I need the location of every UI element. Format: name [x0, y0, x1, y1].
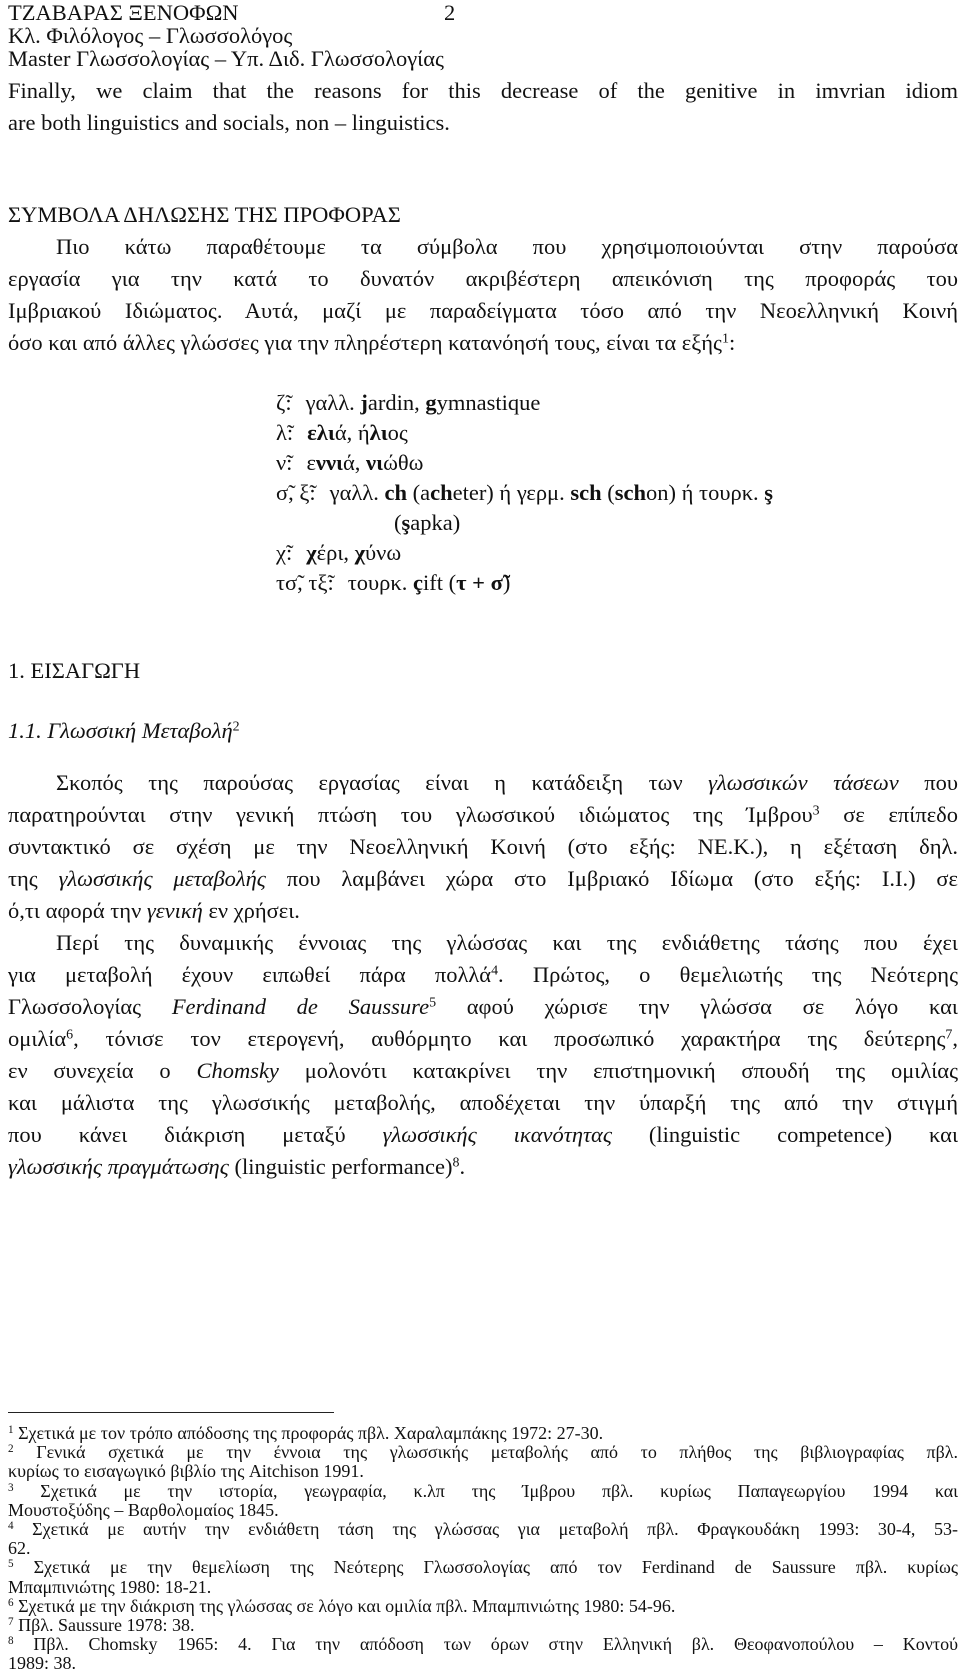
- symbol-example: on) ή τουρκ.: [646, 480, 765, 505]
- body-italic: γλωσσικής πραγμάτωσης: [8, 1154, 229, 1179]
- symbol-example: ά,: [342, 450, 367, 475]
- body-line: [8, 868, 958, 891]
- footnote-text: Σχετικά με αυτήν την ενδιάθετη τάση της γλώσσας για μεταβολή πβλ. Φραγκουδάκη 1993: 30-4, 53-: [13, 1519, 958, 1539]
- symbol-example: ardin,: [367, 390, 426, 415]
- symbol-example-bold: sch: [570, 480, 602, 505]
- symbol-row: [276, 542, 401, 565]
- symbol-glyph: σ̃, ξ̃:: [276, 480, 316, 505]
- symbol-example-bold: g: [425, 390, 437, 415]
- symbol-example-bold: ch: [384, 480, 407, 505]
- footnote-ref-8: 8: [452, 1155, 460, 1171]
- symbol-example-bold: ş: [764, 480, 774, 505]
- body-text: για μεταβολή έχουν ειπωθεί πάρα πολλά: [8, 962, 492, 987]
- body-italic: γλωσσικής ικανότητας: [382, 1122, 612, 1147]
- body-text: . Πρώτος, ο θεμελιωτής της Νεότερης: [498, 962, 958, 987]
- symbol-example: γαλλ.: [305, 390, 361, 415]
- footnote-2: [8, 1443, 958, 1461]
- body-text: ,: [952, 1026, 958, 1051]
- symbol-example: eter) ή γερμ.: [452, 480, 571, 505]
- symbols-para-line-1: Πιο κάτω παραθέτουμε τα σύμβολα που χρησιμοποιούνται στην παρούσα: [56, 234, 958, 259]
- body-italic: Ferdinand de Saussure: [171, 994, 430, 1019]
- body-text: μολονότι κατακρίνει την επιστημονική σπουδή της ομιλίας: [278, 1058, 958, 1083]
- body-italic: γλωσσικών τάσεων: [708, 770, 899, 795]
- footnote-8-cont: 1989: 38.: [8, 1653, 77, 1674]
- body-text: .: [459, 1154, 466, 1179]
- footnote-text: Πβλ. Saussure 1978: 38.: [13, 1615, 195, 1635]
- footnote-7: [8, 1616, 194, 1634]
- body-text: αφού χώρισε την γλώσσα σε λόγο και: [436, 994, 958, 1019]
- page-number: 2: [444, 0, 456, 25]
- footnote-text: Σχετικά με τον τρόπο απόδοσης της προφοράς πβλ. Χαραλαμπάκης 1972: 27-30.: [13, 1423, 604, 1443]
- symbol-example: (: [601, 480, 615, 505]
- body-text: ομιλία: [8, 1026, 67, 1051]
- symbols-para-line-2: εργασία για την κατά το δυνατόν ακριβέστερη απεικόνιση της προφοράς του: [8, 266, 958, 291]
- footnote-number: 7: [8, 1615, 14, 1628]
- body-line: Περί της δυναμικής έννοιας της γλώσσας και της ενδιάθετης τάσης που έχει: [56, 930, 958, 955]
- footnote-2-cont: κυρίως το εισαγωγικό βιβλίο της Aitchison 1991.: [8, 1461, 364, 1482]
- body-text: εν χρήσει.: [202, 898, 300, 923]
- body-text: παρατηρούνται στην γενική πτώση του γλωσσικού ιδιώματος της Ίμβρου: [8, 802, 813, 827]
- symbol-example: ift (: [423, 570, 457, 595]
- symbol-example: γαλλ.: [329, 480, 385, 505]
- body-line: [8, 1028, 958, 1051]
- symbol-example-bold: ννι: [315, 450, 343, 475]
- body-text: σε επίπεδο: [819, 802, 958, 827]
- body-line: συντακτικό σε σχέση με την Νεοελληνική Κοινή (στο εξής: ΝΕ.Κ.), η εξέταση δηλ.: [8, 834, 958, 859]
- body-text: της: [8, 866, 59, 891]
- footnote-number: 8: [8, 1635, 14, 1648]
- footnote-5: [8, 1558, 958, 1576]
- body-line: [56, 772, 958, 795]
- footnote-4-cont: 62.: [8, 1538, 31, 1559]
- section-heading: 1. ΕΙΣΑΓΩΓΗ: [8, 658, 141, 683]
- footnote-text: Γενικά σχετικά με την έννοια της γλωσσικής μεταβολής από το πλήθος της βιβλιογραφίας πβλ.: [13, 1442, 958, 1463]
- body-text: που κάνει διάκριση μεταξύ: [8, 1122, 383, 1147]
- footnote-text: Σχετικά με την ιστορία, γεωγραφία, κ.λπ της Ίμβρου πβλ. κυρίως Παπαγεωργίου 1994 και: [13, 1480, 958, 1501]
- symbol-example: apka): [410, 510, 461, 535]
- symbol-example: ώθω: [383, 450, 424, 475]
- symbol-glyph: χ̃:: [276, 540, 293, 565]
- footnote-number: 6: [8, 1596, 14, 1609]
- body-text: που λαμβάνει χώρα στο Ιμβριακό Ιδίωμα (στο εξής: Ι.Ι.) σε: [265, 866, 959, 891]
- footnote-ref-2: 2: [232, 719, 240, 735]
- symbol-row: [276, 482, 773, 505]
- body-line: [8, 1060, 958, 1083]
- body-line: [8, 804, 958, 827]
- body-line: [8, 1156, 465, 1179]
- footnote-separator: [8, 1412, 334, 1413]
- footnote-3: [8, 1482, 958, 1500]
- symbol-example: ύνω: [365, 540, 402, 565]
- body-line: και μάλιστα της γλωσσικής μεταβολής, αποδέχεται την ύπαρξή της από την στιγμή: [8, 1090, 958, 1115]
- footnote-ref-5: 5: [429, 995, 437, 1011]
- symbol-example-bold: χ: [354, 540, 366, 565]
- symbols-para-line-4: [8, 332, 735, 355]
- subsection-heading-text: 1.1. Γλωσσική Μεταβολή: [8, 718, 233, 743]
- body-text: ό,τι αφορά την: [8, 898, 147, 923]
- body-text: , τόνισε τον ετερογενή, αυθόρμητο και προσωπικό χαρακτήρα της δεύτερης: [73, 1026, 946, 1051]
- footnote-text: Σχετικά με την θεμελίωση της Νεότερης Γλωσσολογίας από τον Ferdinand de Saussure πβλ. κυρίως: [13, 1557, 958, 1578]
- footnote-text: Σχετικά με την διάκριση της γλώσσας σε λόγο και ομιλία πβλ. Μπαμπινιώτης 1980: 54-96.: [13, 1595, 676, 1616]
- footnote-number: 5: [8, 1558, 14, 1571]
- symbol-example-bold: ş: [401, 510, 411, 535]
- symbol-example-bold: ch: [430, 480, 453, 505]
- footnote-text: Πβλ. Chomsky 1965: 4. Για την απόδοση των όρων στην Ελληνική βλ. Θεοφανοπούλου – Κοντού: [13, 1634, 958, 1655]
- body-italic: γενική: [146, 898, 203, 923]
- symbols-para-line-4-end: :: [728, 330, 736, 355]
- symbol-example: ά, ή: [334, 420, 370, 445]
- subsection-heading: [8, 720, 240, 743]
- symbol-example: ymnastique: [436, 390, 541, 415]
- body-text: (linguistic competence) και: [611, 1122, 958, 1147]
- symbol-example-bold: λι: [369, 420, 388, 445]
- symbol-example: (: [394, 510, 402, 535]
- body-italic: γλωσσικής μεταβολής: [58, 866, 266, 891]
- body-text: (linguistic performance): [228, 1154, 453, 1179]
- body-text: Γλωσσολογίας: [8, 994, 172, 1019]
- footnote-ref-3: 3: [812, 803, 820, 819]
- body-text: που: [898, 770, 958, 795]
- body-text: Σκοπός της παρούσας εργασίας είναι η κατάδειξη των: [56, 770, 709, 795]
- footnote-number: 1: [8, 1423, 14, 1436]
- symbol-example: ): [502, 570, 511, 595]
- footnote-ref-7: 7: [945, 1027, 953, 1043]
- body-italic: Chomsky: [196, 1058, 279, 1083]
- symbol-example-bold: χ: [306, 540, 317, 565]
- header-line-2: Κλ. Φιλόλογος – Γλωσσολόγος: [8, 23, 293, 48]
- symbol-glyph: τσ̃, τξ̃:: [276, 570, 334, 595]
- symbol-example-bold: j: [360, 390, 368, 415]
- header-line-3: Master Γλωσσολογίας – Υπ. Διδ. Γλωσσολογίας: [8, 46, 444, 71]
- symbol-example-bold: τ + σ̃: [456, 570, 503, 595]
- symbols-para-line-3: Ιμβριακού Ιδιώματος. Αυτά, μαζί με παραδείγματα τόσο από την Νεοελληνική Κοινή: [8, 298, 958, 323]
- symbol-example: τουρκ.: [347, 570, 413, 595]
- footnote-number: 4: [8, 1519, 14, 1532]
- symbol-row: [276, 392, 540, 415]
- footnote-ref-1: 1: [721, 331, 729, 347]
- symbol-row-continuation: [394, 512, 460, 535]
- symbol-example: έρι,: [316, 540, 355, 565]
- symbol-glyph: λ̃:: [276, 420, 294, 445]
- symbol-row: [276, 452, 423, 475]
- footnote-ref-4: 4: [491, 963, 499, 979]
- symbol-example-bold: sch: [614, 480, 647, 505]
- symbol-example: ε: [306, 450, 316, 475]
- body-line: [8, 964, 958, 987]
- symbol-glyph: ζ̃:: [276, 390, 292, 415]
- body-line: [8, 1124, 958, 1147]
- header-author: ΤΖΑΒΑΡΑΣ ΞΕΝΟΦΩΝ: [8, 0, 239, 25]
- footnote-6: [8, 1597, 675, 1615]
- footnote-number: 3: [8, 1481, 14, 1494]
- symbol-example-bold: νι: [366, 450, 384, 475]
- symbol-example: ος: [387, 420, 408, 445]
- body-line: [8, 900, 300, 923]
- symbol-row: [276, 422, 408, 445]
- symbol-row: [276, 572, 510, 595]
- symbols-section-title: ΣΥΜΒΟΛΑ ΔΗΛΩΣΗΣ ΤΗΣ ΠΡΟΦΟΡΑΣ: [8, 202, 401, 227]
- abstract-line-2: are both linguistics and socials, non – linguistics.: [8, 110, 450, 135]
- symbol-glyph: ν̃:: [276, 450, 293, 475]
- footnote-3-cont: Μουστοξύδης – Βαρθολομαίος 1845.: [8, 1499, 279, 1520]
- body-text: εν συνεχεία ο: [8, 1058, 197, 1083]
- footnote-number: 2: [8, 1443, 14, 1456]
- footnote-4: [8, 1520, 958, 1538]
- footnote-8: [8, 1635, 958, 1653]
- abstract-line-1: Finally, we claim that the reasons for this decrease of the genitive in imvrian idiom: [8, 78, 958, 103]
- footnote-ref-6: 6: [66, 1027, 74, 1043]
- body-line: [8, 996, 958, 1019]
- symbols-para-line-4-text: όσο και από άλλες γλώσσες για την πληρέστερη κατανόησή τους, είναι τα εξής: [8, 330, 722, 355]
- symbol-example-bold: ελι: [307, 420, 335, 445]
- symbol-example: (a: [406, 480, 431, 505]
- symbol-example-bold: ç: [413, 570, 423, 595]
- footnote-1: [8, 1424, 603, 1442]
- footnote-5-cont: Μπαμπινιώτης 1980: 18-21.: [8, 1576, 212, 1597]
